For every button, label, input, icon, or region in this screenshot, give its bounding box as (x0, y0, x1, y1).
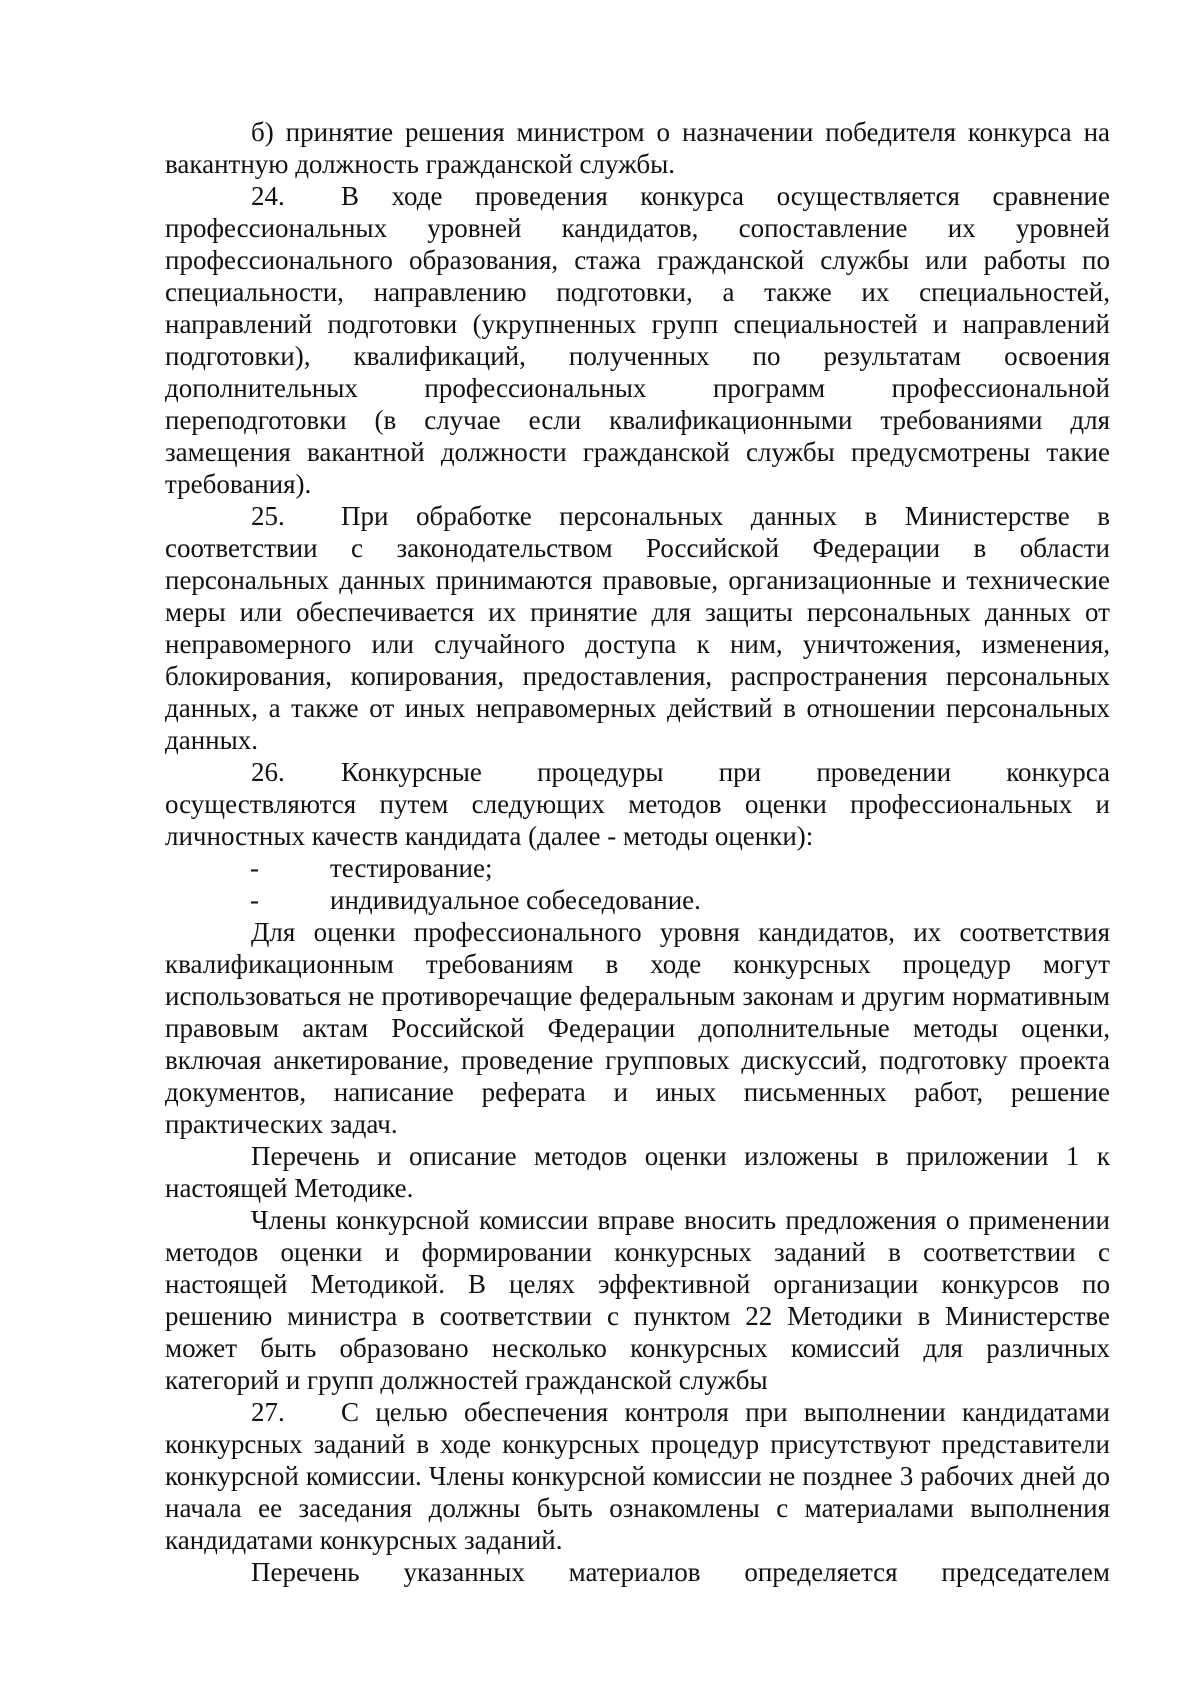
paragraph-text: В ходе проведения конкурса осуществляется сравнение профессиональных уровней кандидатов, сопоставление их уровней профессионального образования, стажа гражданской службы или работы по специальности, направлению подготовки, а также их специальностей, направлений подготовки (укрупненных групп специальностей и направлений подготовки), квалификаций, полученных по результатам освоения дополнительных профессиональных программ профессиональной переподготовки (в случае если квалификационными требованиями для замещения вакантной должности гражданской службы предусмотрены такие требования). (165, 181, 1110, 499)
list-dash: - (250, 885, 259, 915)
paragraph-additional-methods: Для оценки профессионального уровня кандидатов, их соответствия квалификационным требованиям в ходе конкурсных процедур могут использоваться не противоречащие федеральным законам и другим нормативным правовым актам Российской Федерации дополнительные методы оценки, включая анкетирование, проведение групповых дискуссий, подготовку проекта документов, написание реферата и иных письменных работ, решение практических задач. (165, 917, 1110, 1139)
paragraph-26 (165, 756, 1110, 852)
paragraph-27 (165, 1396, 1110, 1556)
clause-number: 27. (251, 1397, 285, 1427)
paragraph-24 (165, 180, 1110, 500)
clause-number: 24. (251, 181, 285, 211)
list-dash: - (250, 853, 259, 883)
paragraph-last: Перечень указанных материалов определяется председателем (251, 1557, 1110, 1587)
paragraph-25 (165, 500, 1110, 756)
paragraph-text: С целью обеспечения контроля при выполнении кандидатами конкурсных заданий в ходе конкурсных процедур присутствуют представители конкурсной комиссии. Члены конкурсной комиссии не позднее 3 рабочих дней до начала ее заседания должны быть ознакомлены с материалами выполнения кандидатами конкурсных заданий. (165, 1397, 1110, 1555)
paragraph-text: Конкурсные процедуры при проведении конкурса осуществляются путем следующих методов оценки профессиональных и личностных качеств кандидата (далее - методы оценки): (165, 757, 1110, 851)
paragraph-text: При обработке персональных данных в Министерстве в соответствии с законодательством Российской Федерации в области персональных данных принимаются правовые, организационные и технические меры или обеспечивается их принятие для защиты персональных данных от неправомерного или случайного доступа к ним, уничтожения, изменения, блокирования, копирования, предоставления, распространения персональных данных, а также от иных неправомерных действий в отношении персональных данных. (165, 501, 1110, 755)
clause-number: 26. (251, 757, 285, 787)
list-item (165, 852, 1110, 884)
document-body (165, 116, 1110, 1588)
list-item-text: тестирование; (330, 853, 493, 883)
paragraph-23b: б) принятие решения министром о назначении победителя конкурса на вакантную должность гражданской службы. (165, 117, 1110, 179)
clause-number: 25. (251, 501, 285, 531)
paragraph-commission-members: Члены конкурсной комиссии вправе вносить предложения о применении методов оценки и формировании конкурсных заданий в соответствии с настоящей Методикой. В целях эффективной организации конкурсов по решению министра в соответствии с пунктом 22 Методики в Министерстве может быть образовано несколько конкурсных комиссий для различных категорий и групп должностей гражданской службы (165, 1205, 1110, 1395)
paragraph-methods-list: Перечень и описание методов оценки изложены в приложении 1 к настоящей Методике. (165, 1141, 1110, 1203)
list-item-text: индивидуальное собеседование. (330, 885, 701, 915)
list-item (165, 884, 1110, 916)
